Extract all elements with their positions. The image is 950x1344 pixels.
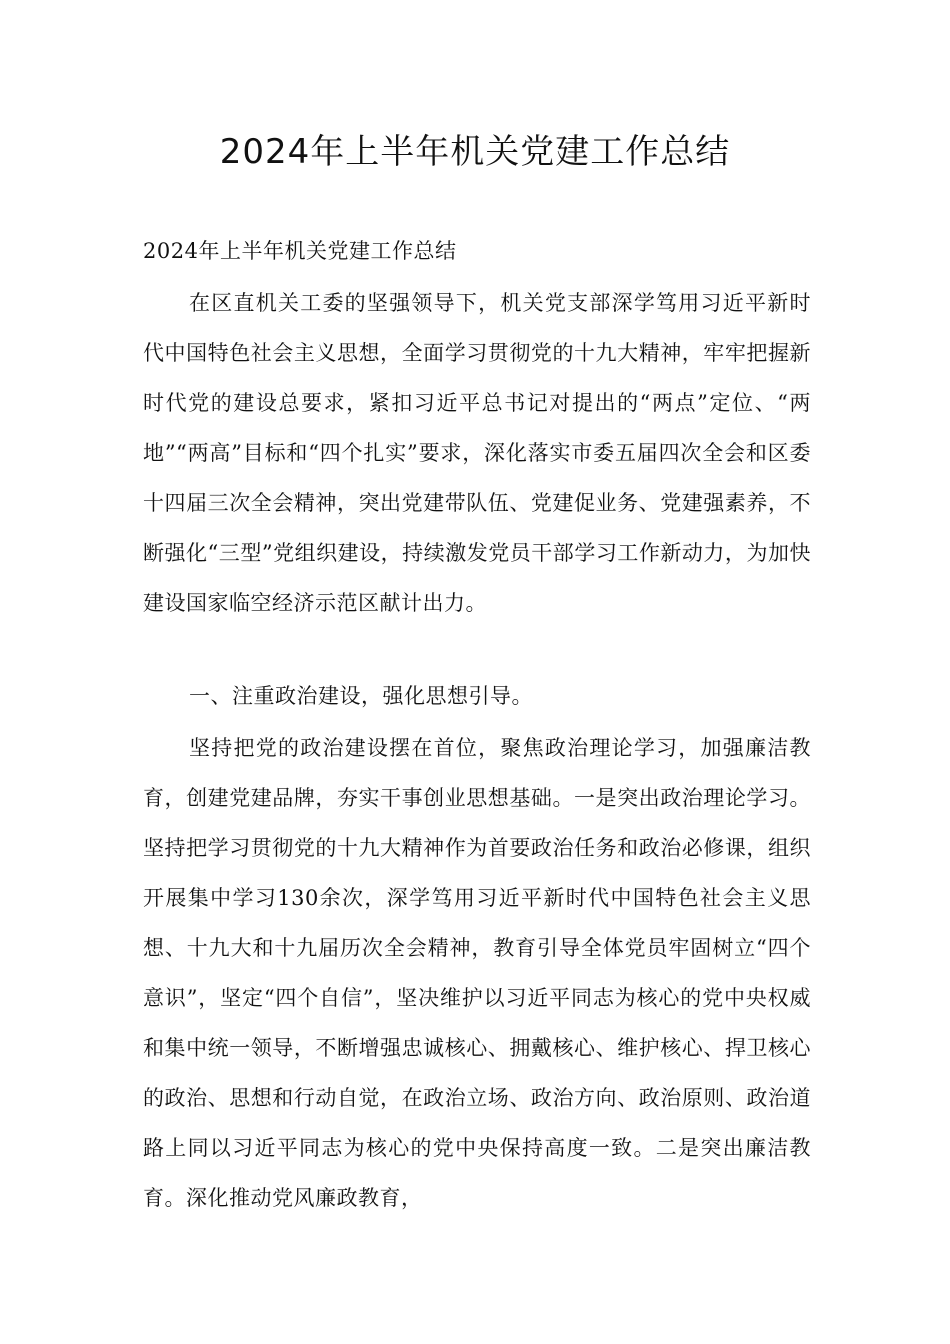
section-1-paragraph: 坚持把党的政治建设摆在首位，聚焦政治理论学习，加强廉洁教育，创建党建品牌，夯实干事创业思想基础。一是突出政治理论学习。坚持把学习贯彻党的十九大精神作为首要政治任务和政治必修课，组织开展集中学习130余次，深学笃用习近平新时代中国特色社会主义思想、十九大和十九届历次全会精神，教育引导全体党员牢固树立“四个意识”，坚定“四个自信”，坚决维护以习近平同志为核心的党中央权威和集中统一领导，不断增强忠诚核心、拥戴核心、维护核心、捍卫核心的政治、思想和行动自觉，在政治立场、政治方向、政治原则、政治道路上同以习近平同志为核心的党中央保持高度一致。二是突出廉洁教育。深化推动党风廉政教育， xyxy=(143,736,811,1210)
document-subtitle: 2024年上半年机关党建工作总结 xyxy=(143,239,457,263)
document-title: 2024年上半年机关党建工作总结 xyxy=(219,132,731,172)
intro-paragraph: 在区直机关工委的坚强领导下，机关党支部深学笃用习近平新时代中国特色社会主义思想，全面学习贯彻党的十九大精神，牢牢把握新时代党的建设总要求，紧扣习近平总书记对提出的“两点”定位、“两地”“两高”目标和“四个扎实”要求，深化落实市委五届四次全会和区委十四届三次全会精神，突出党建带队伍、党建促业务、党建强素养，不断强化“三型”党组织建设，持续激发党员干部学习工作新动力，为加快建设国家临空经济示范区献计出力。 xyxy=(143,291,811,615)
section-heading-1: 一、注重政治建设，强化思想引导。 xyxy=(189,684,533,708)
